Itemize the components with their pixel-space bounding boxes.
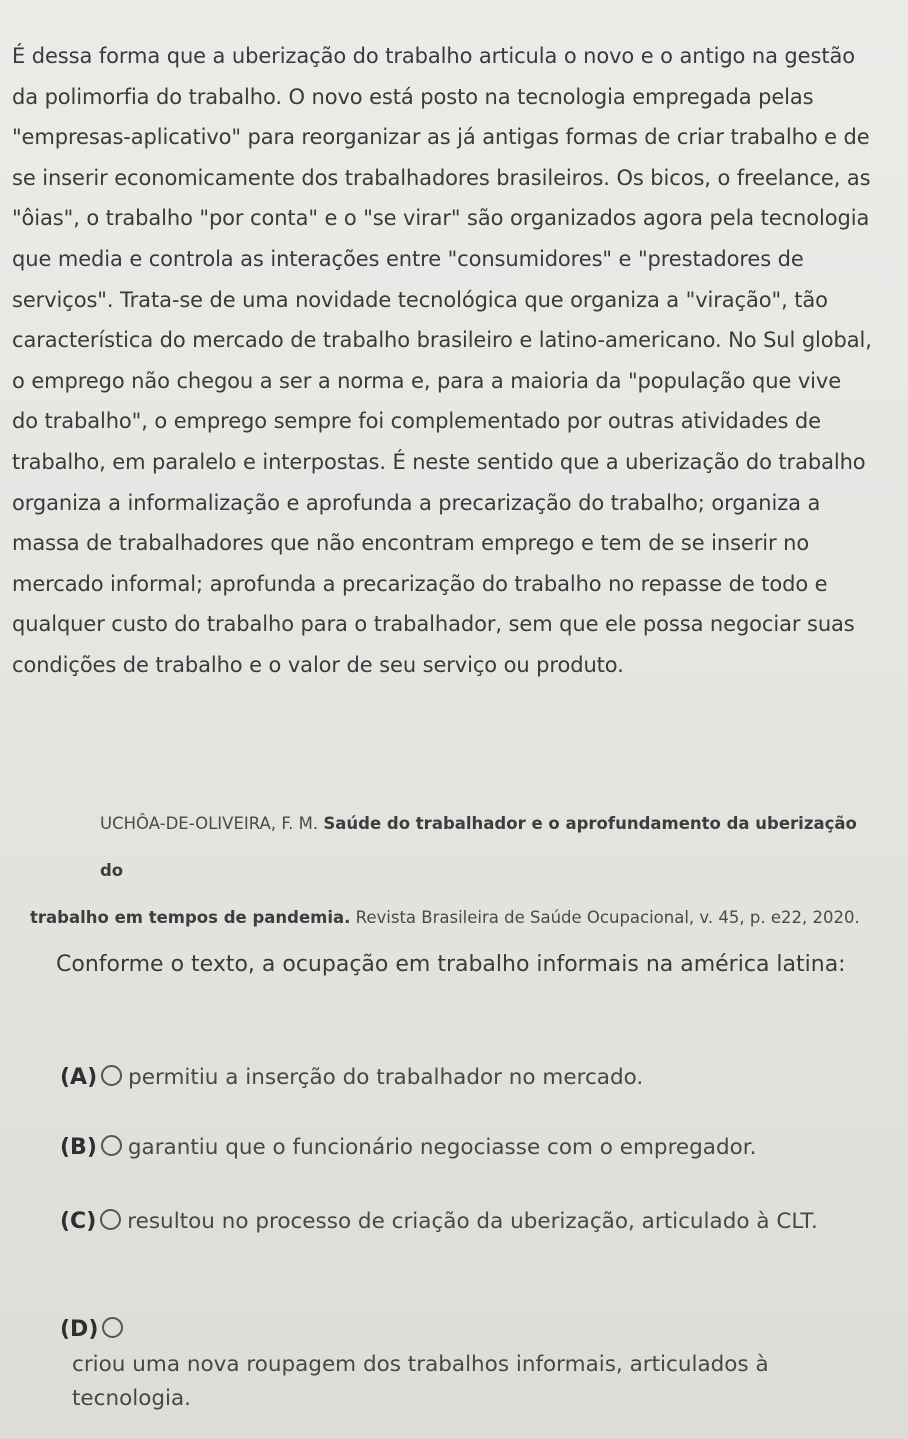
question-stem: Conforme o texto, a ocupação em trabalho informais na américa latina: bbox=[56, 952, 846, 977]
option-d-radio-icon[interactable] bbox=[102, 1317, 123, 1338]
option-c-text: resultou no processo de criação da uberização, articulado à CLT. bbox=[127, 1209, 818, 1234]
citation-title-part1: Saúde do trabalhador e o aprofundamento da uberização do bbox=[100, 814, 857, 880]
option-a[interactable] bbox=[60, 1060, 880, 1096]
option-d[interactable] bbox=[60, 1312, 880, 1416]
option-b-text: garantiu que o funcionário negociasse com o empregador. bbox=[127, 1135, 757, 1160]
citation-title-part2: trabalho em tempos de pandemia. bbox=[30, 908, 351, 927]
option-b[interactable] bbox=[60, 1130, 880, 1166]
citation-author: UCHÔA-DE-OLIVEIRA, F. M. bbox=[100, 814, 319, 833]
option-a-letter: (A) bbox=[60, 1065, 98, 1090]
option-b-letter: (B) bbox=[60, 1135, 97, 1160]
option-d-letter: (D) bbox=[60, 1317, 99, 1342]
passage-text: É dessa forma que a uberização do trabalho articula o novo e o antigo na gestão da polimorfia do trabalho. O novo está posto na tecnologia empregada pelas "empresas-aplicativo" para reorganizar as já antigas formas de criar trabalho e de se inserir economicamente dos trabalhadores brasileiros. Os bicos, o freelance, as "ôias", o trabalho "por conta" e o "se virar" são organizados agora pela tecnologia que media e controla as interações entre "consumidores" e "prestadores de serviços". Trata-se de uma novidade tecnológica que organiza a "viração", tão característica do mercado de trabalho brasileiro e latino-americano. No Sul global, o emprego não chegou a ser a norma e, para a maioria da "população que vive do trabalho", o emprego sempre foi complementado por outras atividades de trabalho, em paralelo e interpostas. É neste sentido que a uberização do trabalho organiza a informalização e aprofunda a precarização do trabalho; organiza a massa de trabalhadores que não encontram emprego e tem de se inserir no mercado informal; aprofunda a precarização do trabalho no repasse de todo e qualquer custo do trabalho para o trabalhador, sem que ele possa negociar suas condições de trabalho e o valor de seu serviço ou produto. bbox=[12, 44, 872, 677]
option-a-text: permitiu a inserção do trabalhador no mercado. bbox=[128, 1065, 644, 1090]
option-a-radio-icon[interactable] bbox=[101, 1065, 122, 1086]
option-c[interactable] bbox=[60, 1204, 880, 1240]
option-c-radio-icon[interactable] bbox=[100, 1209, 121, 1230]
option-c-letter: (C) bbox=[60, 1209, 97, 1234]
citation-source: Revista Brasileira de Saúde Ocupacional, v. 45, p. e22, 2020. bbox=[355, 908, 860, 927]
citation-line-1 bbox=[30, 800, 880, 894]
option-d-text: criou uma nova roupagem dos trabalhos informais, articulados à tecnologia. bbox=[72, 1352, 769, 1411]
option-b-radio-icon[interactable] bbox=[101, 1135, 122, 1156]
citation-line-2 bbox=[30, 894, 880, 941]
citation bbox=[30, 800, 880, 941]
